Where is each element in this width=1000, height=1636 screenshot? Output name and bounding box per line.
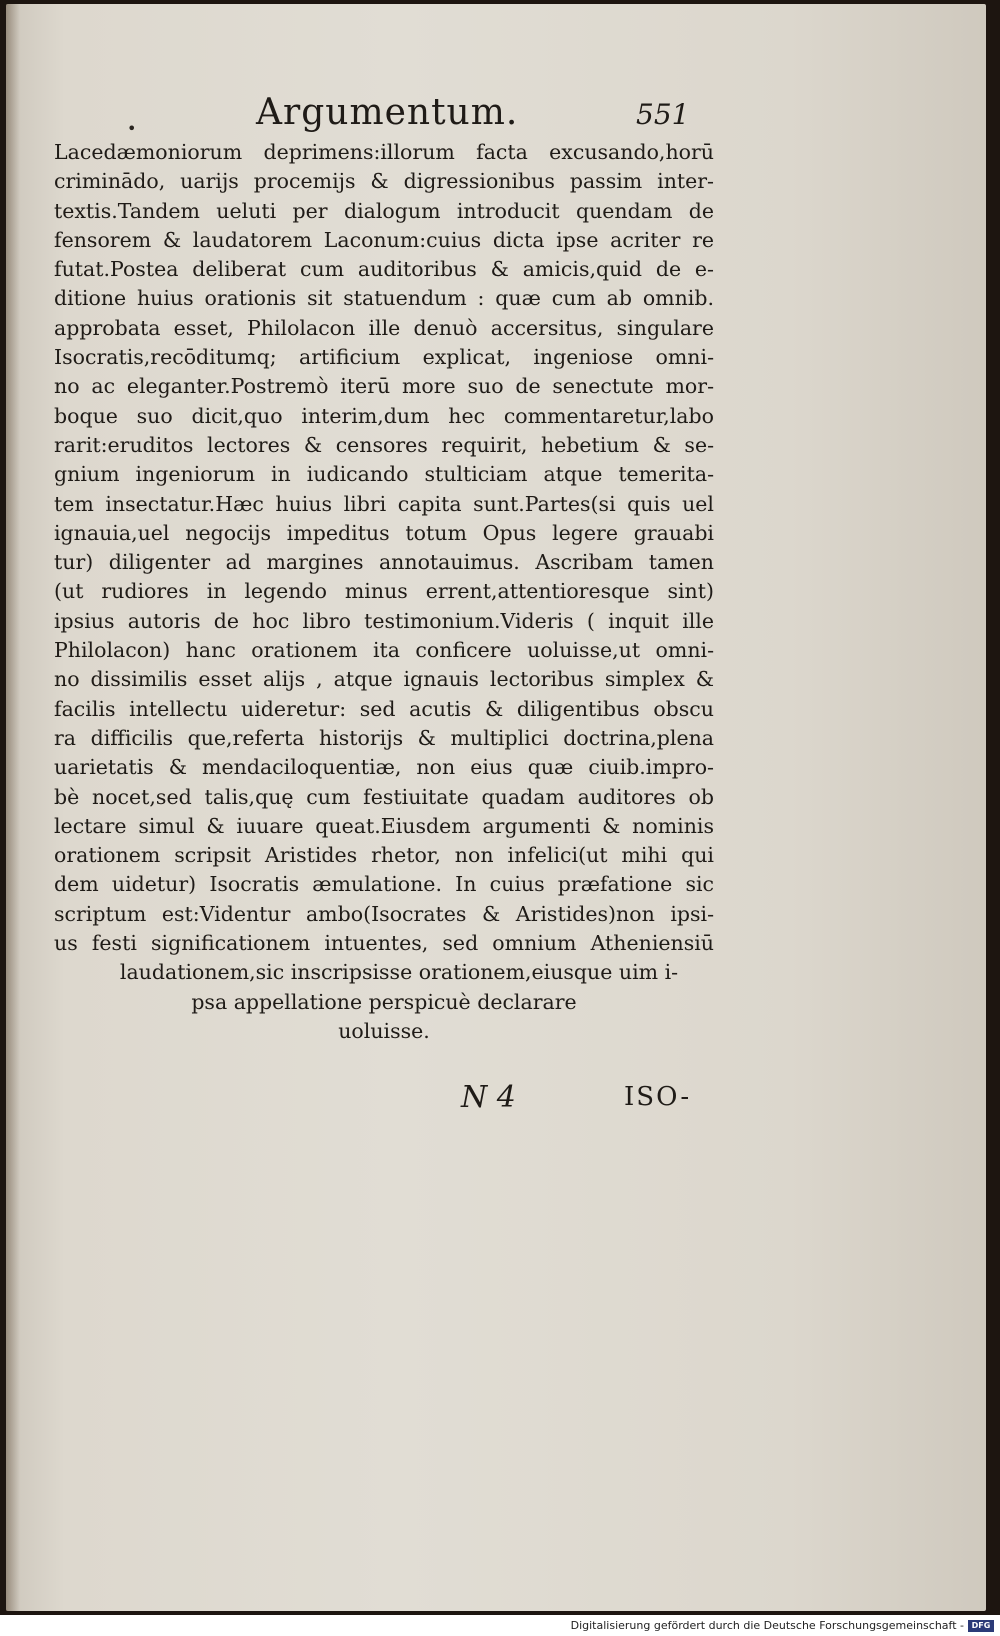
text-line: ra difficilis que,referta historijs & multiplici doctrina,plena [54,725,714,750]
text-line: laudationem,sic inscripsisse orationem,eiusque uim i- [119,960,679,985]
text-line: ditione huius orationis sit statuendum : quæ cum ab omnib. [54,286,714,311]
text-line: fensorem & laudatorem Laconum:cuius dicta ipse acriter re [54,227,714,252]
funding-note: Digitalisierung gefördert durch die Deutsche Forschungsgemeinschaft - [570,1619,964,1632]
spine-shadow [6,4,20,1611]
text-line: criminādo, uarijs procemijs & digressionibus passim inter- [54,169,714,194]
text-line: dem uidetur) Isocratis æmulatione. In cuius præfatione sic [54,872,714,897]
text-line: psa appellatione perspicuè declarare [191,989,577,1014]
text-line: ignauia,uel negocijs impeditus totum Opus legere grauabi [54,520,714,545]
text-line: uarietatis & mendaciloquentiæ, non eius quæ ciuib.impro- [54,755,714,780]
signature-mark: N 4 [461,1080,516,1115]
text-line: futat.Postea deliberat cum auditoribus & amicis,quid de e- [54,257,714,282]
text-line: gnium ingeniorum in iudicando stulticiam atque temerita- [54,462,714,487]
page-footer [6,1080,986,1120]
text-line: Lacedæmoniorum deprimens:illorum facta excusando,horū [54,140,714,164]
text-line: bè nocet,sed talis,quę cum festiuitate quadam auditores ob [54,784,714,809]
text-line: Philolacon) hanc orationem ita conficere uoluisse,ut omni- [54,638,714,663]
page-number: 551 [636,98,690,131]
page-title: Argumentum. [256,92,519,133]
text-line: no ac eleganter.Postremò iterū more suo de senectute mor- [54,374,714,399]
text-line: Isocratis,recōditumq; artificium explicat, ingeniose omni- [54,345,714,370]
text-line: rarit:eruditos lectores & censores requirit, hebetium & se- [54,432,714,457]
text-line: uoluisse. [338,1018,430,1043]
text-line: facilis intellectu uideretur: sed acutis & diligentibus obscu [54,696,714,721]
running-header [6,92,986,142]
book-page [6,4,986,1611]
text-line: boque suo dicit,quo interim,dum hec commentaretur,labo [54,403,714,428]
text-line: tur) diligenter ad margines annotauimus. Ascribam tamen [54,550,714,575]
dfg-logo: DFG [968,1620,994,1632]
text-line: tem insectatur.Hæc huius libri capita sunt.Partes(si quis uel [54,491,714,516]
text-line: scriptum est:Videntur ambo(Isocrates & Aristides)non ipsi- [54,901,714,926]
body-text [54,138,714,1046]
text-line: us festi significationem intuentes, sed omnium Atheniensiū [54,931,714,956]
text-line: approbata esset, Philolacon ille denuò accersitus, singulare [54,315,714,340]
text-line: (ut rudiores in legendo minus errent,attentioresque sint) [54,579,714,604]
header-ornament: • [127,119,137,138]
text-line: textis.Tandem ueluti per dialogum introducit quendam de [54,198,714,223]
text-line: no dissimilis esset alijs , atque ignauis lectoribus simplex & [54,667,714,692]
catchword: ISO- [624,1082,692,1112]
text-line: ipsius autoris de hoc libro testimonium.Videris ( inquit ille [54,608,714,633]
text-line: lectare simul & iuuare queat.Eiusdem argumenti & nominis [54,813,714,838]
text-line: orationem scripsit Aristides rhetor, non infelici(ut mihi qui [54,843,714,868]
